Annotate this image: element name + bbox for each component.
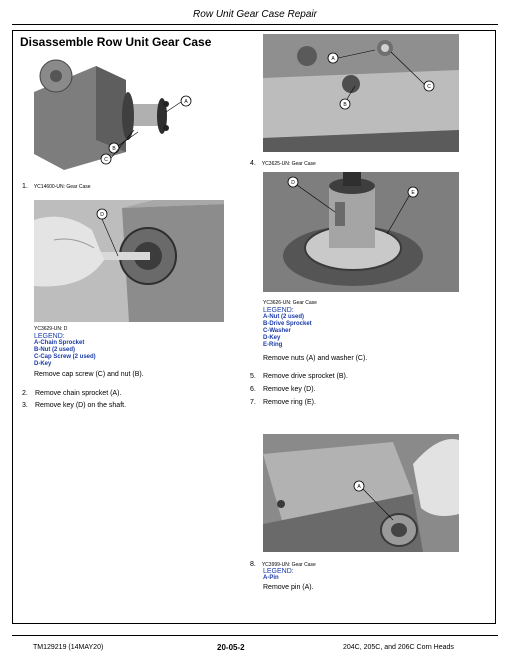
legend-title: LEGEND: <box>263 568 294 575</box>
figure-remove-pin <box>263 434 459 552</box>
step-item: 6. Remove key (D). <box>250 386 316 393</box>
header-rule <box>12 24 498 25</box>
footer-rule <box>12 635 498 636</box>
footer-doc-id: TM129219 (14MAY20) <box>33 644 104 651</box>
legend-item: B-Nut (2 used) <box>34 347 75 353</box>
figure-5-caption: YC3626-UN: Gear Case <box>263 300 317 306</box>
legend-item: B-Drive Sprocket <box>263 321 312 327</box>
callout-c: C <box>427 84 431 90</box>
right-steps <box>250 372 348 407</box>
callout-d: D <box>100 212 104 218</box>
figure-shaft-key-ring <box>263 172 459 292</box>
left-intro-text: Remove cap screw (C) and nut (B). <box>34 371 144 378</box>
right-intro-text-2: Remove pin (A). <box>263 584 314 591</box>
legend-left <box>34 333 96 368</box>
callout-a: A <box>184 99 188 105</box>
legend-item: A-Nut (2 used) <box>263 314 304 320</box>
callout-c: C <box>104 157 108 163</box>
figure-2-caption: YC3629-UN: D <box>34 326 68 332</box>
legend-right <box>263 307 312 349</box>
legend-item: C-Washer <box>263 328 291 334</box>
figure-1-caption: 1. YC14600-UN: Gear Case <box>22 183 91 190</box>
callout-a: A <box>331 56 335 62</box>
callout-d: D <box>291 180 295 186</box>
legend-item: A-Chain Sprocket <box>34 340 85 346</box>
figure-4-caption: 4. YC3625-UN: Gear Case <box>250 160 316 167</box>
legend-title: LEGEND: <box>34 333 65 340</box>
step-item: 7. Remove ring (E). <box>250 399 316 406</box>
legend-item: D-Key <box>34 361 52 367</box>
step-item: 2. Remove chain sprocket (A). <box>22 390 122 397</box>
section-title: Disassemble Row Unit Gear Case <box>20 35 212 49</box>
legend-title: LEGEND: <box>263 307 294 314</box>
right-intro-text: Remove nuts (A) and washer (C). <box>263 355 368 362</box>
callout-b: B <box>343 102 347 108</box>
legend-item: E-Ring <box>263 342 283 348</box>
footer-models: 204C, 205C, and 206C Corn Heads <box>343 644 454 651</box>
left-steps <box>22 389 126 410</box>
legend-item: C-Cap Screw (2 used) <box>34 354 96 360</box>
figure-gear-case-sprocket <box>34 52 194 170</box>
figure-wrench-on-gear-case <box>34 200 224 322</box>
running-head: Row Unit Gear Case Repair <box>193 9 317 20</box>
callout-b: B <box>112 146 116 152</box>
figure-gear-case-top <box>263 34 459 152</box>
callout-a: A <box>357 484 361 490</box>
legend-item: A-Pin <box>263 575 279 581</box>
step-item: 5. Remove drive sprocket (B). <box>250 373 348 380</box>
step-item: 3. Remove key (D) on the shaft. <box>22 402 127 409</box>
callout-e: E <box>411 190 415 196</box>
legend-right-2 <box>263 568 294 582</box>
legend-item: D-Key <box>263 335 281 341</box>
footer-page-number: 20-05-2 <box>217 643 245 652</box>
figure-8-caption: 8. YC3999-UN: Gear Case <box>250 561 316 568</box>
